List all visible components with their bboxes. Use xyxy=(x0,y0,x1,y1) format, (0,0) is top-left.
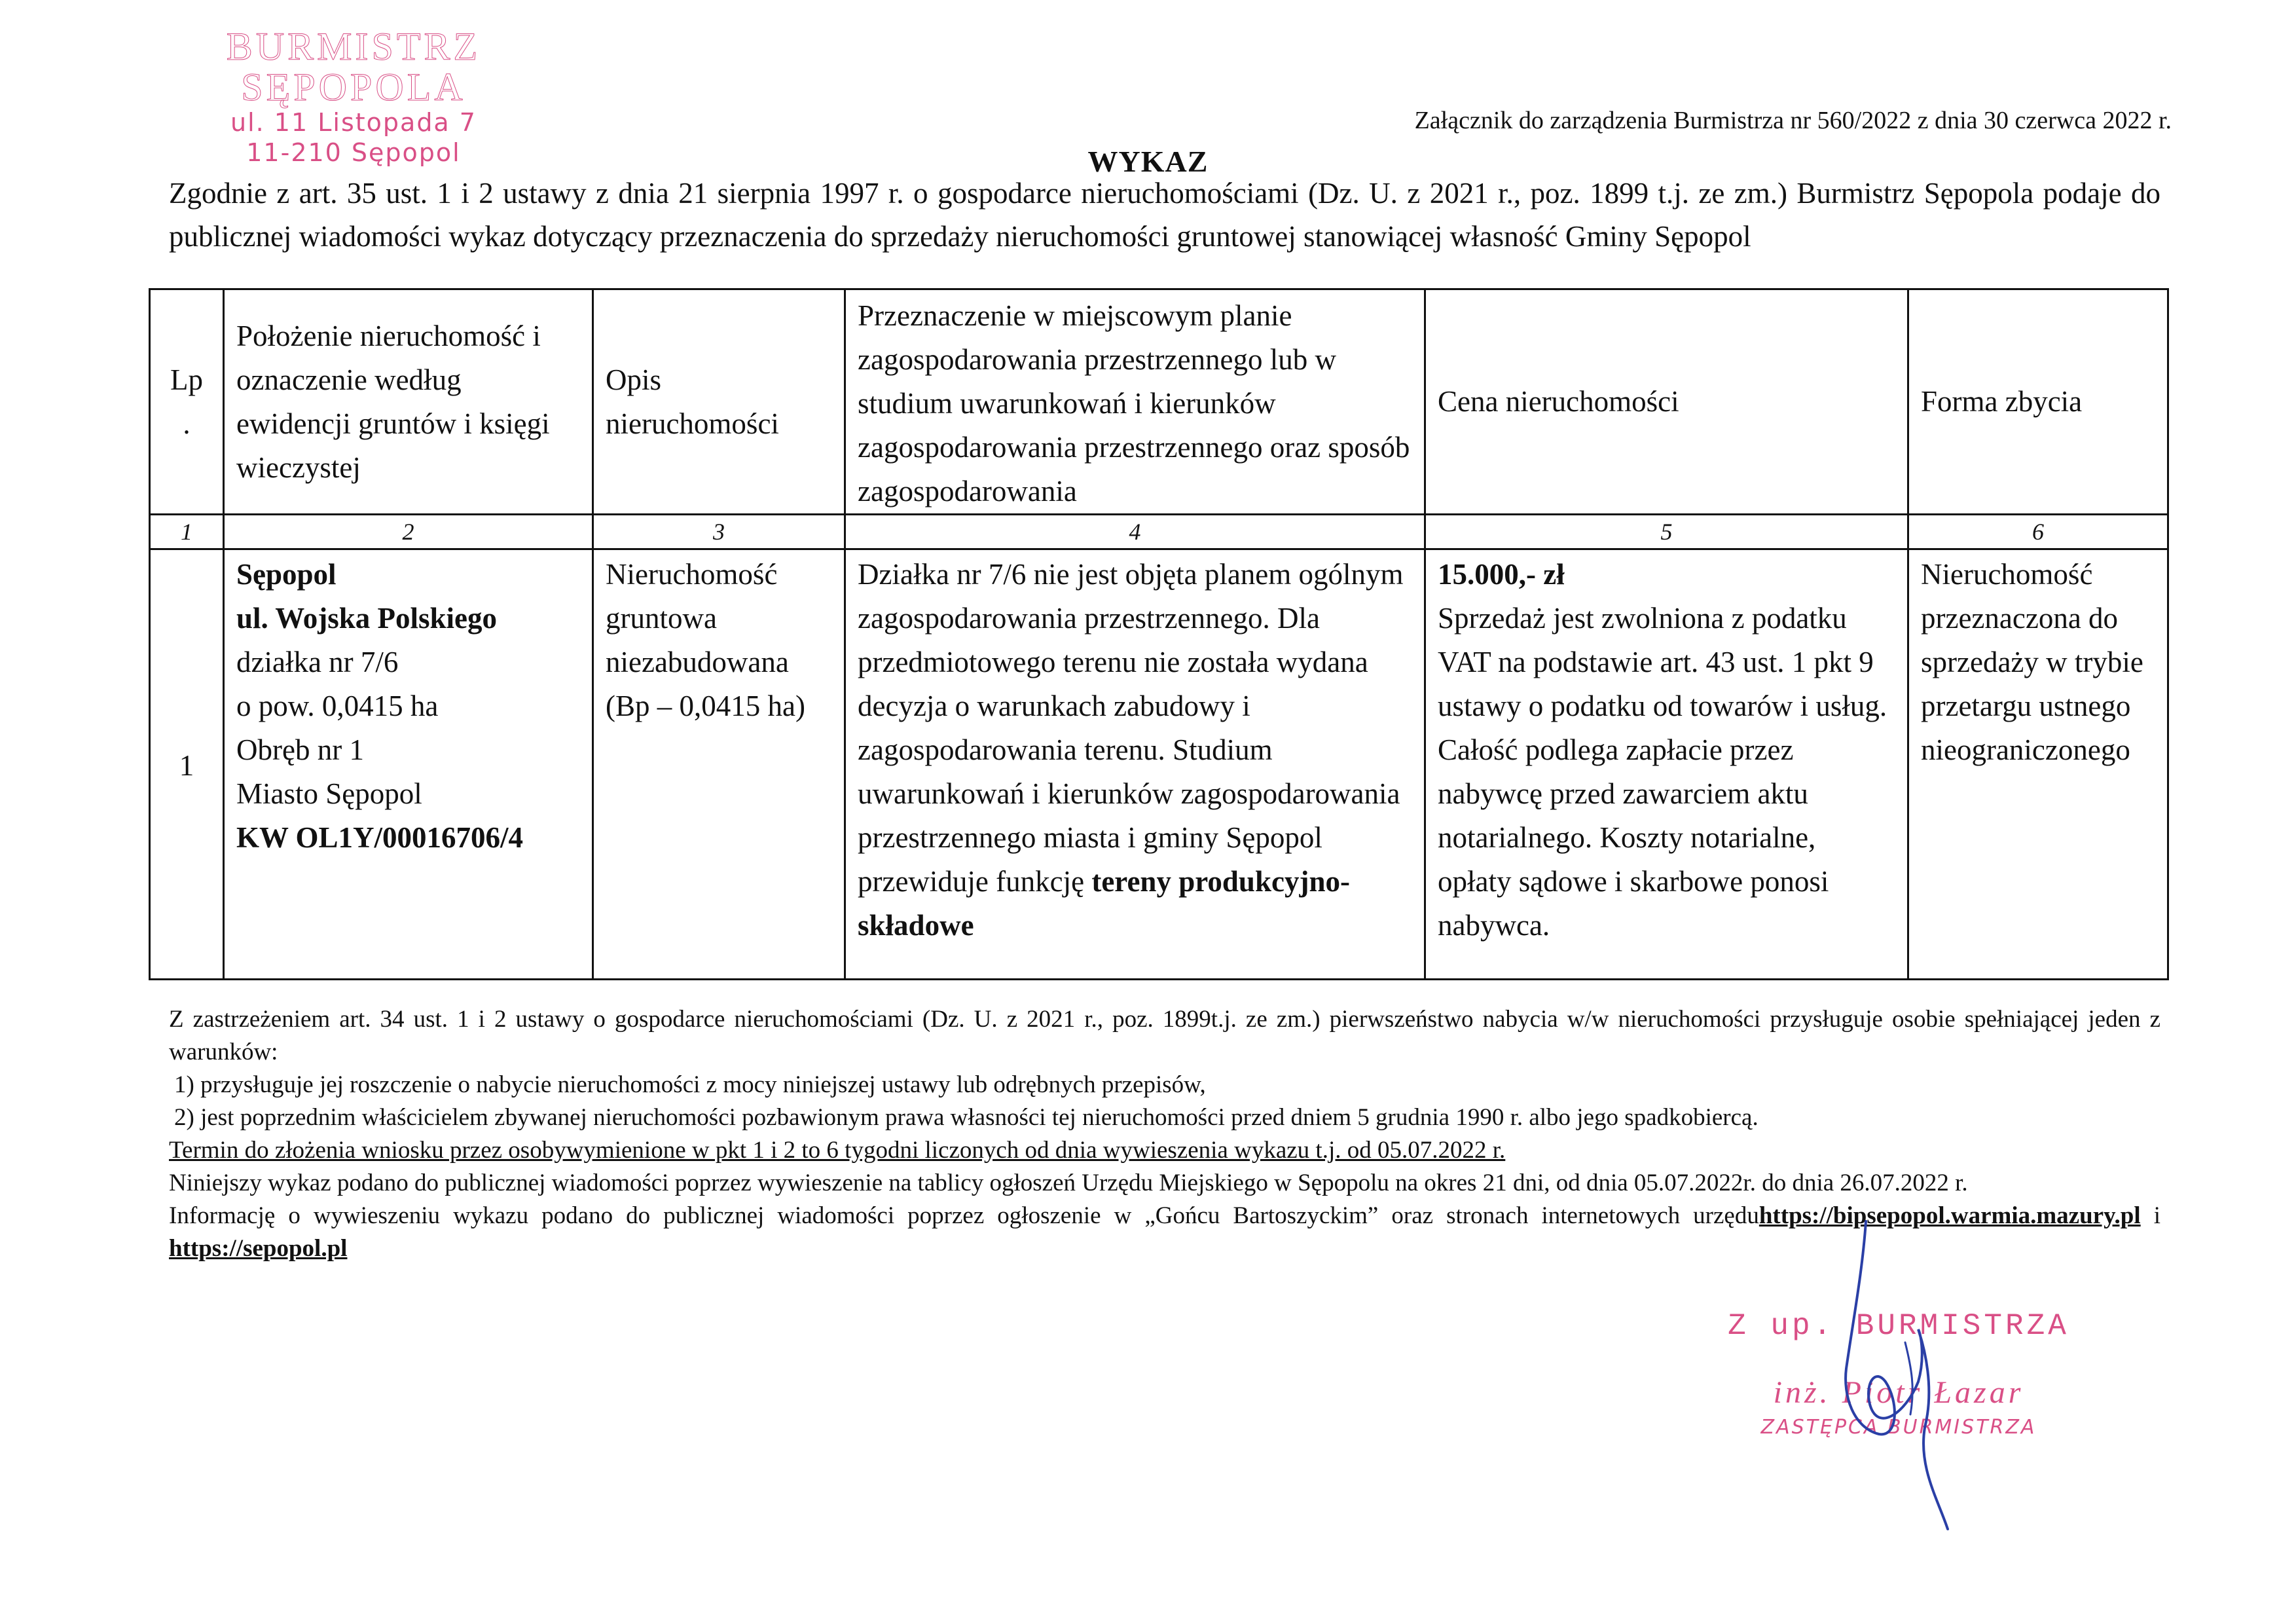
stamp-title-line1: BURMISTRZ xyxy=(226,25,481,68)
stamp-title-line2: SĘPOPOLA xyxy=(241,65,466,109)
property-table xyxy=(149,288,2169,980)
purpose-function: tereny produkcyjno-składowe xyxy=(858,865,1350,942)
column-number: 5 xyxy=(1425,515,1908,549)
location-city: Miasto Sępopol xyxy=(236,777,422,810)
intro-paragraph: Zgodnie z art. 35 ust. 1 i 2 ustawy z dnia 21 sierpnia 1997 r. o gospodarce nieruchomościami (Dz. U. z 2021 r., poz. 1899 t.j. ze zm.) Burmistrz Sępopola podaje do publicznej wiadomości wykaz dotyczący przeznaczenia do sprzedaży nieruchomości gruntowej stanowiącej własność Gminy Sępopol xyxy=(169,177,2160,253)
header-lp-label: Lp xyxy=(170,363,203,396)
column-number: 2 xyxy=(224,515,593,549)
table-row xyxy=(150,549,2168,980)
bip-link[interactable]: https://bipsepopol.warmia.mazury.pl xyxy=(1758,1202,2141,1229)
column-number: 3 xyxy=(593,515,845,549)
annex-note: Załącznik do zarządzenia Burmistrza nr 560/2022 z dnia 30 czerwca 2022 r. xyxy=(1414,107,2172,134)
row-location xyxy=(224,549,593,980)
document-title: WYKAZ xyxy=(1087,145,1209,178)
header-lp xyxy=(150,289,224,515)
location-precinct: Obręb nr 1 xyxy=(236,733,364,766)
price-details: Sprzedaż jest zwolniona z podatku VAT na podstawie art. 43 ust. 1 pkt 9 ustawy o podatku od towarów i usług. Całość podlega zapłacie przez nabywcę przed zawarciem aktu notarialnego. Koszty notarialne, opłaty sądowe i skarbowe ponosi nabywca. xyxy=(1438,602,1887,942)
stamp-address-line2: 11-210 Sępopol xyxy=(246,138,461,167)
deadline-note: Termin do złożenia wniosku przez osobywymienione w pkt 1 i 2 to 6 tygodni liczonych od dnia wywieszenia wykazu t.j. od 05.07.2022 r. xyxy=(169,1137,1506,1164)
sign-stamp-role: ZASTĘPCA BURMISTRZA xyxy=(1760,1416,2037,1439)
row-description: Nieruchomość gruntowa niezabudowana (Bp – 0,0415 ha) xyxy=(593,549,845,980)
row-price xyxy=(1425,549,1908,980)
header-description: Opis nieruchomości xyxy=(593,289,845,515)
header-purpose: Przeznaczenie w miejscowym planie zagospodarowania przestrzennego lub w studium uwarunkowań i kierunków zagospodarowania przestrzennego oraz sposób zagospodarowania xyxy=(845,289,1425,515)
sign-stamp-line1: Z up. BURMISTRZA xyxy=(1728,1309,2069,1343)
priority-paragraph: Z zastrzeżeniem art. 34 ust. 1 i 2 ustawy o gospodarce nieruchomościami (Dz. U. z 2021 r., poz. 1899t.j. ze zm.) pierwszeństwo nabycia w/w nieruchomości przysługuje osobie spełniającej jeden z warunków: xyxy=(169,1006,2160,1065)
table-header-row xyxy=(150,289,2168,515)
header-location: Położenie nieruchomość i oznaczenie według ewidencji gruntów i księgi wieczystej xyxy=(224,289,593,515)
handwritten-signature xyxy=(1827,1218,1977,1539)
header-price: Cena nieruchomości xyxy=(1425,289,1908,515)
row-form: Nieruchomość przeznaczona do sprzedaży w trybie przetargu ustnego nieograniczonego xyxy=(1908,549,2168,980)
location-area: o pow. 0,0415 ha xyxy=(236,690,439,722)
column-number: 1 xyxy=(150,515,224,549)
condition-item-1: 1) przysługuje jej roszczenie o nabycie nieruchomości z mocy niniejszej ustawy lub odrębnych przepisów, xyxy=(174,1071,1206,1098)
row-purpose xyxy=(845,549,1425,980)
purpose-text: Działka nr 7/6 nie jest objęta planem ogólnym zagospodarowania przestrzennego. Dla przedmiotowego terenu nie została wydana decyzja o warunkach zabudowy i zagospodarowania terenu. Studium uwarunkowań i kierunków zagospodarowania przestrzennego miasta i gminy Sępopol przewiduje funkcję xyxy=(858,558,1404,898)
column-number: 4 xyxy=(845,515,1425,549)
header-form: Forma zbycia xyxy=(1908,289,2168,515)
price-amount: 15.000,- zł xyxy=(1438,558,1565,591)
publication-text: Informację o wywieszeniu wykazu podano do publicznej wiadomości poprzez ogłoszenie w „Gońcu Bartoszyckim” oraz stronach internetowych urzędu xyxy=(169,1202,1759,1229)
column-number: 6 xyxy=(1908,515,2168,549)
sign-stamp-name: inż. Piotr Łazar xyxy=(1773,1375,2024,1410)
location-land-register: KW OL1Y/00016706/4 xyxy=(236,821,523,854)
column-number-row xyxy=(150,515,2168,549)
row-lp: 1 xyxy=(150,549,224,980)
stamp-address-line1: ul. 11 Listopada 7 xyxy=(230,108,477,137)
link-conjunction: i xyxy=(2140,1202,2160,1229)
website-link[interactable]: https://sepopol.pl xyxy=(169,1235,348,1262)
condition-item-2: 2) jest poprzednim właścicielem zbywanej nieruchomości pozbawionym prawa własności tej nieruchomości przed dniem 5 grudnia 1990 r. albo jego spadkobiercą. xyxy=(174,1104,1758,1131)
posting-paragraph: Niniejszy wykaz podano do publicznej wiadomości poprzez wywieszenie na tablicy ogłoszeń Urzędu Miejskiego w Sępopolu na okres 21 dni, od dnia 05.07.2022r. do dnia 26.07.2022 r. xyxy=(169,1170,1968,1196)
location-plot: działka nr 7/6 xyxy=(236,646,399,678)
header-lp-dot: . xyxy=(183,407,191,440)
location-town: Sępopol xyxy=(236,558,337,591)
location-street: ul. Wojska Polskiego xyxy=(236,602,498,635)
